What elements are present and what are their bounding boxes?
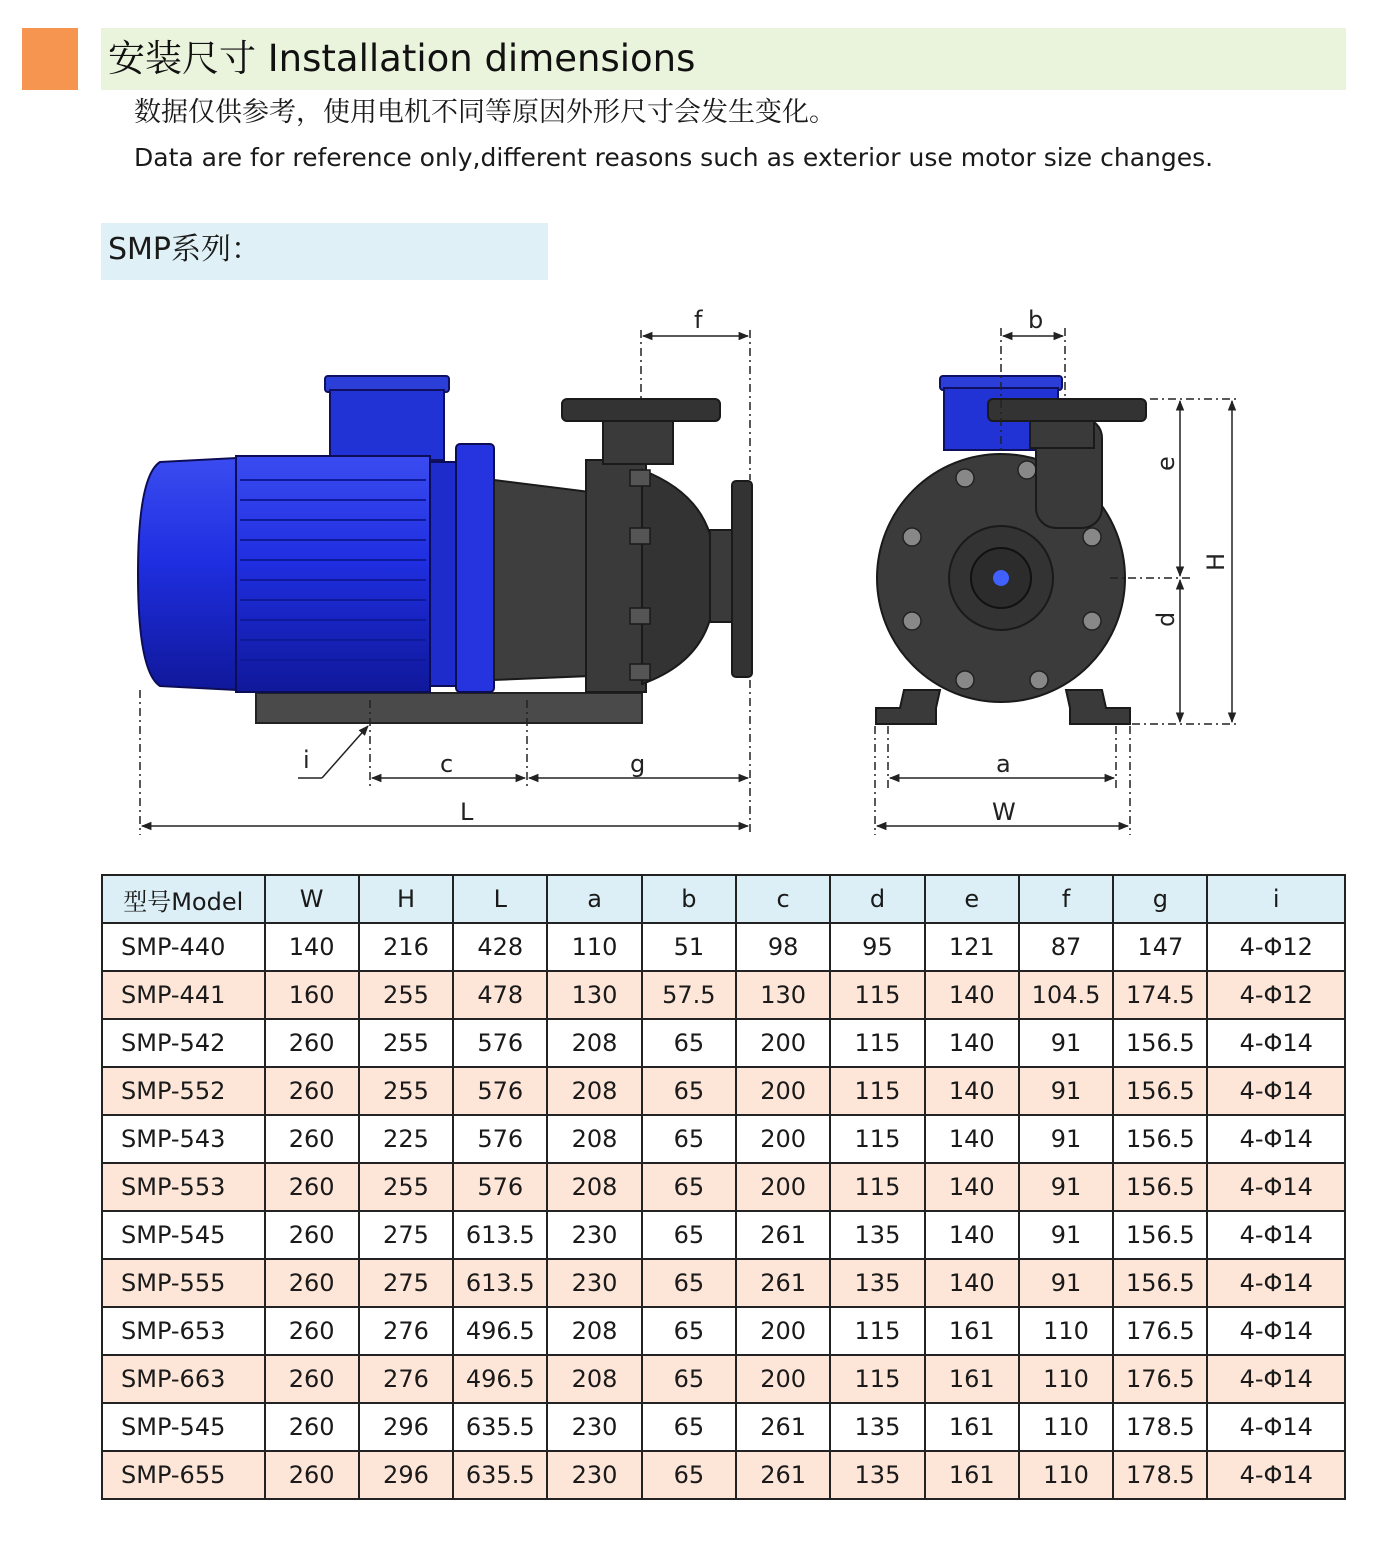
- model-cell: SMP-441: [102, 971, 265, 1019]
- table-row: [102, 1067, 1345, 1115]
- table-cell: 65: [642, 1019, 736, 1067]
- table-cell: 115: [830, 1355, 924, 1403]
- table-cell: 110: [1019, 1451, 1113, 1499]
- table-cell: 178.5: [1113, 1451, 1207, 1499]
- table-cell: 65: [642, 1259, 736, 1307]
- table-cell: 4-Φ14: [1207, 1307, 1345, 1355]
- table-cell: 576: [453, 1019, 547, 1067]
- table-cell: 260: [265, 1211, 359, 1259]
- table-cell: 161: [925, 1403, 1019, 1451]
- table-cell: 208: [547, 1163, 641, 1211]
- table-cell: 260: [265, 1403, 359, 1451]
- table-cell: 200: [736, 1115, 830, 1163]
- table-cell: 428: [453, 923, 547, 971]
- table-cell: 275: [359, 1259, 453, 1307]
- pump-front-view: [876, 376, 1146, 724]
- model-cell: SMP-440: [102, 923, 265, 971]
- dim-label-h: H: [1202, 552, 1230, 571]
- table-cell: 230: [547, 1211, 641, 1259]
- table-body: [102, 923, 1345, 1499]
- table-cell: 4-Φ14: [1207, 1403, 1345, 1451]
- table-cell: 208: [547, 1115, 641, 1163]
- column-header: c: [736, 875, 830, 923]
- table-cell: 140: [925, 971, 1019, 1019]
- table-cell: 140: [925, 1067, 1019, 1115]
- table-cell: 260: [265, 1307, 359, 1355]
- table-cell: 208: [547, 1355, 641, 1403]
- dim-label-l: L: [460, 798, 474, 826]
- column-header: 型号Model: [102, 875, 265, 923]
- table-cell: 261: [736, 1403, 830, 1451]
- table-row: [102, 971, 1345, 1019]
- table-cell: 208: [547, 1307, 641, 1355]
- table-cell: 65: [642, 1355, 736, 1403]
- table-cell: 51: [642, 923, 736, 971]
- table-cell: 496.5: [453, 1355, 547, 1403]
- table-cell: 115: [830, 1115, 924, 1163]
- table-cell: 260: [265, 1019, 359, 1067]
- column-header: i: [1207, 875, 1345, 923]
- table-cell: 613.5: [453, 1259, 547, 1307]
- table-cell: 140: [925, 1163, 1019, 1211]
- table-row: [102, 1451, 1345, 1499]
- table-cell: 121: [925, 923, 1019, 971]
- table-row: [102, 1403, 1345, 1451]
- table-row: [102, 1163, 1345, 1211]
- table-cell: 156.5: [1113, 1259, 1207, 1307]
- table-cell: 110: [1019, 1403, 1113, 1451]
- table-cell: 178.5: [1113, 1403, 1207, 1451]
- table-cell: 156.5: [1113, 1019, 1207, 1067]
- table-cell: 4-Φ12: [1207, 971, 1345, 1019]
- model-cell: SMP-545: [102, 1211, 265, 1259]
- pump-drawing: [0, 290, 1378, 850]
- table-cell: 260: [265, 1067, 359, 1115]
- table-header-row: [102, 875, 1345, 923]
- table-cell: 200: [736, 1019, 830, 1067]
- table-cell: 276: [359, 1307, 453, 1355]
- table-cell: 91: [1019, 1211, 1113, 1259]
- table-cell: 57.5: [642, 971, 736, 1019]
- model-cell: SMP-653: [102, 1307, 265, 1355]
- column-header: g: [1113, 875, 1207, 923]
- table-cell: 260: [265, 1355, 359, 1403]
- model-cell: SMP-553: [102, 1163, 265, 1211]
- table-cell: 130: [547, 971, 641, 1019]
- pump-side-view: [138, 376, 752, 723]
- dim-label-b: b: [1028, 306, 1044, 334]
- table-cell: 496.5: [453, 1307, 547, 1355]
- dim-label-i: i: [303, 746, 310, 774]
- table-cell: 115: [830, 971, 924, 1019]
- table-cell: 135: [830, 1403, 924, 1451]
- table-cell: 115: [830, 1067, 924, 1115]
- table-cell: 230: [547, 1403, 641, 1451]
- table-cell: 110: [547, 923, 641, 971]
- table-cell: 4-Φ14: [1207, 1259, 1345, 1307]
- table-cell: 4-Φ14: [1207, 1019, 1345, 1067]
- table-cell: 260: [265, 1259, 359, 1307]
- table-cell: 276: [359, 1355, 453, 1403]
- note-chinese: 数据仅供参考，使用电机不同等原因外形尺寸会发生变化。: [134, 97, 836, 128]
- table-cell: 65: [642, 1163, 736, 1211]
- table-cell: 156.5: [1113, 1211, 1207, 1259]
- table-cell: 261: [736, 1259, 830, 1307]
- table-cell: 255: [359, 1019, 453, 1067]
- table-cell: 176.5: [1113, 1307, 1207, 1355]
- table-cell: 156.5: [1113, 1067, 1207, 1115]
- table-row: [102, 1115, 1345, 1163]
- series-label: SMP系列：: [108, 232, 262, 267]
- table-cell: 156.5: [1113, 1163, 1207, 1211]
- table-cell: 4-Φ14: [1207, 1115, 1345, 1163]
- table-cell: 208: [547, 1067, 641, 1115]
- table-cell: 115: [830, 1307, 924, 1355]
- table-cell: 91: [1019, 1259, 1113, 1307]
- table-cell: 104.5: [1019, 971, 1113, 1019]
- table-cell: 208: [547, 1019, 641, 1067]
- table-cell: 91: [1019, 1115, 1113, 1163]
- column-header: f: [1019, 875, 1113, 923]
- table-cell: 140: [925, 1259, 1019, 1307]
- table-row: [102, 923, 1345, 971]
- note-english: Data are for reference only,different reasons such as exterior use motor size changes.: [134, 143, 1214, 172]
- table-cell: 65: [642, 1115, 736, 1163]
- table-cell: 140: [925, 1115, 1019, 1163]
- table-cell: 98: [736, 923, 830, 971]
- table-cell: 275: [359, 1211, 453, 1259]
- dim-label-w: W: [992, 798, 1016, 826]
- table-cell: 576: [453, 1067, 547, 1115]
- model-cell: SMP-663: [102, 1355, 265, 1403]
- table-cell: 635.5: [453, 1403, 547, 1451]
- table-cell: 135: [830, 1259, 924, 1307]
- table-cell: 135: [830, 1211, 924, 1259]
- table-cell: 200: [736, 1355, 830, 1403]
- table-cell: 478: [453, 971, 547, 1019]
- dim-label-a: a: [996, 750, 1011, 778]
- table-cell: 65: [642, 1451, 736, 1499]
- table-cell: 255: [359, 1067, 453, 1115]
- table-cell: 110: [1019, 1355, 1113, 1403]
- table-cell: 65: [642, 1307, 736, 1355]
- table-cell: 635.5: [453, 1451, 547, 1499]
- table-cell: 115: [830, 1163, 924, 1211]
- column-header: e: [925, 875, 1019, 923]
- table-cell: 4-Φ14: [1207, 1451, 1345, 1499]
- dim-label-f: f: [694, 306, 703, 334]
- dim-label-e: e: [1152, 456, 1180, 471]
- table-cell: 261: [736, 1211, 830, 1259]
- table-row: [102, 1019, 1345, 1067]
- column-header: L: [453, 875, 547, 923]
- table-row: [102, 1307, 1345, 1355]
- column-header: b: [642, 875, 736, 923]
- table-cell: 261: [736, 1451, 830, 1499]
- table-cell: 260: [265, 1115, 359, 1163]
- table-cell: 160: [265, 971, 359, 1019]
- table-cell: 91: [1019, 1163, 1113, 1211]
- table-cell: 576: [453, 1115, 547, 1163]
- model-cell: SMP-543: [102, 1115, 265, 1163]
- section-marker: [22, 28, 78, 90]
- table-cell: 4-Φ14: [1207, 1211, 1345, 1259]
- table-cell: 200: [736, 1067, 830, 1115]
- table-cell: 91: [1019, 1067, 1113, 1115]
- table-cell: 4-Φ14: [1207, 1355, 1345, 1403]
- table-cell: 140: [265, 923, 359, 971]
- table-cell: 255: [359, 971, 453, 1019]
- table-cell: 230: [547, 1451, 641, 1499]
- page-title: 安装尺寸 Installation dimensions: [108, 37, 696, 80]
- table-cell: 260: [265, 1451, 359, 1499]
- column-header: W: [265, 875, 359, 923]
- model-cell: SMP-545: [102, 1403, 265, 1451]
- column-header: a: [547, 875, 641, 923]
- table-cell: 130: [736, 971, 830, 1019]
- table-cell: 161: [925, 1355, 1019, 1403]
- dim-label-g: g: [630, 750, 646, 778]
- table-row: [102, 1259, 1345, 1307]
- table-cell: 135: [830, 1451, 924, 1499]
- table-cell: 156.5: [1113, 1115, 1207, 1163]
- table-cell: 140: [925, 1019, 1019, 1067]
- table-cell: 200: [736, 1163, 830, 1211]
- table-cell: 176.5: [1113, 1355, 1207, 1403]
- model-cell: SMP-555: [102, 1259, 265, 1307]
- column-header: H: [359, 875, 453, 923]
- table-cell: 4-Φ14: [1207, 1067, 1345, 1115]
- table-cell: 260: [265, 1163, 359, 1211]
- table-cell: 4-Φ12: [1207, 923, 1345, 971]
- table-cell: 255: [359, 1163, 453, 1211]
- table-cell: 296: [359, 1403, 453, 1451]
- table-cell: 65: [642, 1403, 736, 1451]
- table-cell: 140: [925, 1211, 1019, 1259]
- column-header: d: [830, 875, 924, 923]
- table-row: [102, 1355, 1345, 1403]
- table-cell: 216: [359, 923, 453, 971]
- table-cell: 613.5: [453, 1211, 547, 1259]
- table-cell: 110: [1019, 1307, 1113, 1355]
- table-cell: 87: [1019, 923, 1113, 971]
- table-cell: 174.5: [1113, 971, 1207, 1019]
- table-cell: 161: [925, 1307, 1019, 1355]
- table-cell: 115: [830, 1019, 924, 1067]
- dim-label-c: c: [440, 750, 454, 778]
- table-cell: 200: [736, 1307, 830, 1355]
- dimensions-table: [101, 874, 1346, 1500]
- table-cell: 225: [359, 1115, 453, 1163]
- model-cell: SMP-552: [102, 1067, 265, 1115]
- dim-label-d: d: [1152, 611, 1180, 627]
- table-cell: 95: [830, 923, 924, 971]
- table-cell: 65: [642, 1211, 736, 1259]
- table-cell: 91: [1019, 1019, 1113, 1067]
- model-cell: SMP-542: [102, 1019, 265, 1067]
- model-cell: SMP-655: [102, 1451, 265, 1499]
- table-cell: 65: [642, 1067, 736, 1115]
- table-cell: 296: [359, 1451, 453, 1499]
- table-cell: 230: [547, 1259, 641, 1307]
- table-cell: 161: [925, 1451, 1019, 1499]
- table-row: [102, 1211, 1345, 1259]
- table-cell: 147: [1113, 923, 1207, 971]
- table-cell: 576: [453, 1163, 547, 1211]
- table-cell: 4-Φ14: [1207, 1163, 1345, 1211]
